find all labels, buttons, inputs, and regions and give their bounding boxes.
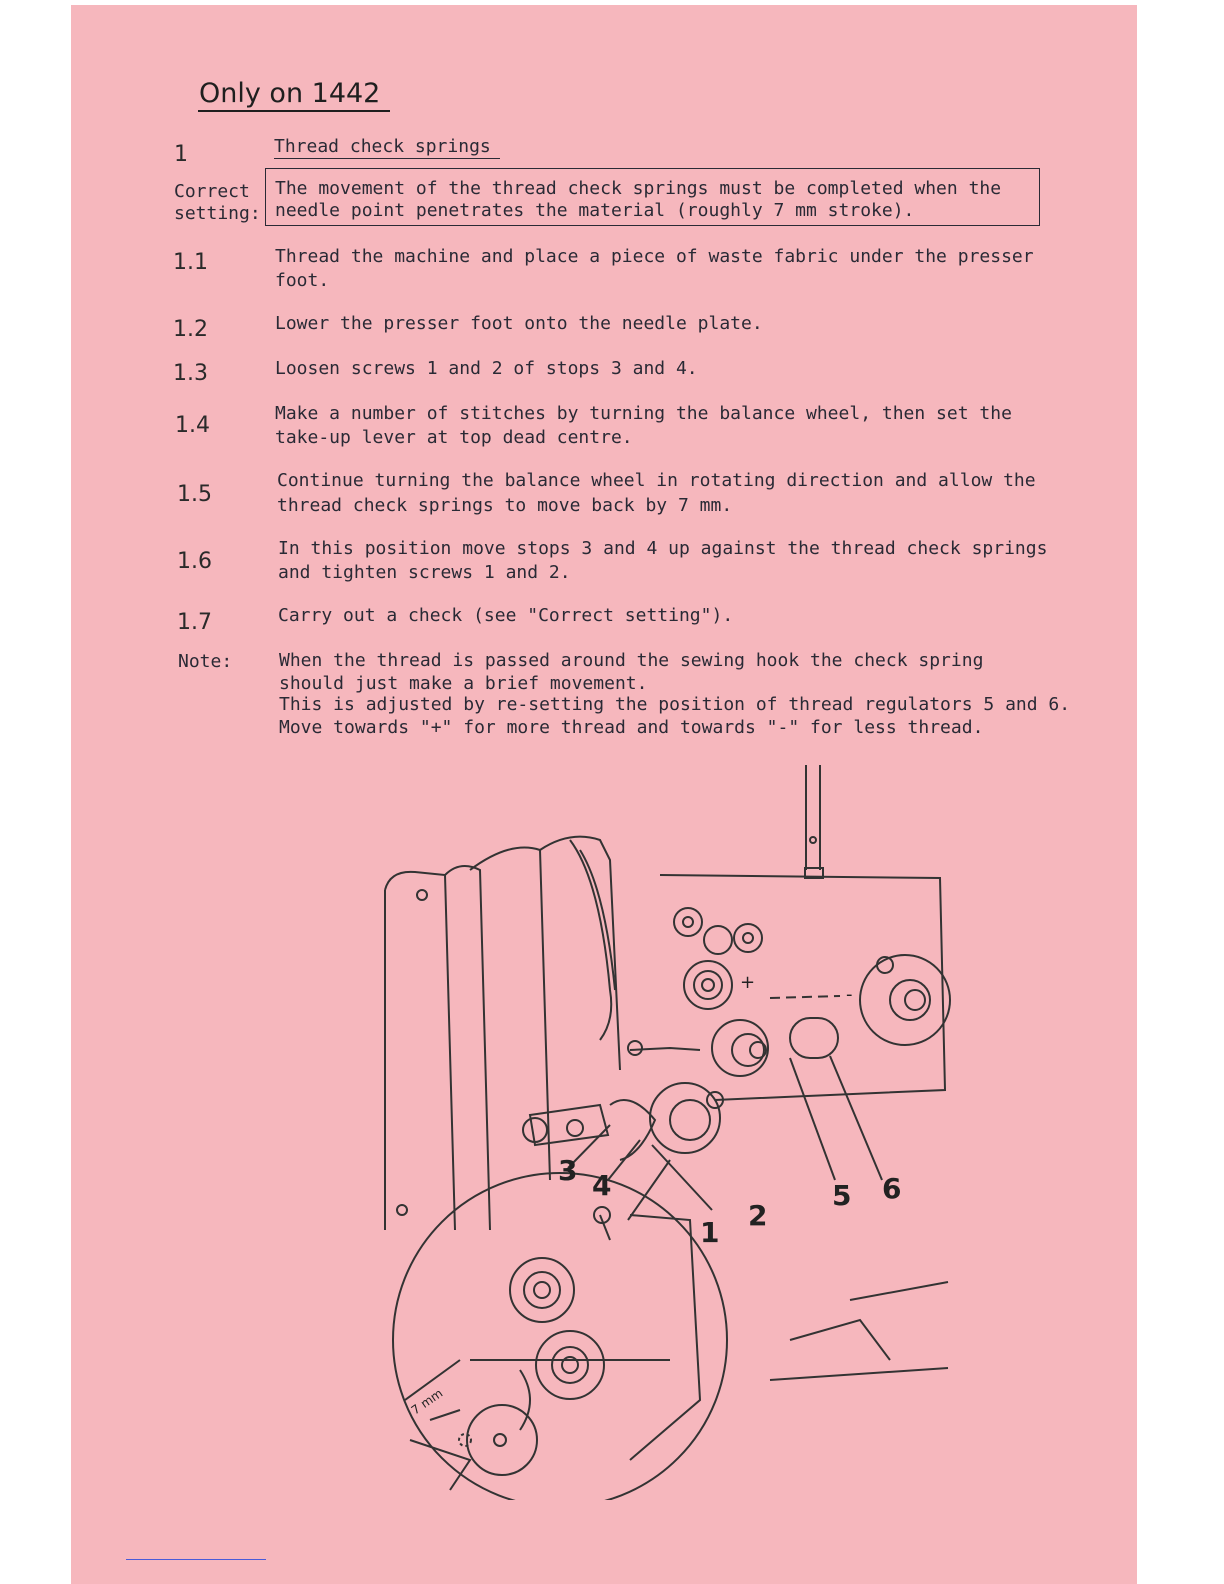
- sewing-machine-diagram: [370, 760, 970, 1500]
- callout-3: 3: [558, 1154, 578, 1187]
- step-number: 1.7: [177, 610, 212, 635]
- section-heading-underline: [274, 158, 500, 159]
- note-line: Move towards "+" for more thread and towards "-" for less thread.: [279, 717, 984, 738]
- section-number: 1: [174, 142, 188, 167]
- step-text: Carry out a check (see "Correct setting").: [278, 605, 734, 626]
- section-heading: Thread check springs: [274, 136, 491, 157]
- step-text: take-up lever at top dead centre.: [275, 427, 633, 448]
- callout-2: 2: [748, 1199, 768, 1232]
- step-text: In this position move stops 3 and 4 up against the thread check springs: [278, 538, 1048, 559]
- step-text: Make a number of stitches by turning the balance wheel, then set the: [275, 403, 1012, 424]
- step-number: 1.6: [177, 549, 212, 574]
- footer-link-line: [126, 1559, 266, 1560]
- correct-setting-text-1: The movement of the thread check springs must be completed when the: [275, 178, 1002, 199]
- minus-sign: -: [846, 984, 853, 1005]
- step-text: Loosen screws 1 and 2 of stops 3 and 4.: [275, 358, 698, 379]
- correct-setting-label-1: Correct: [174, 181, 250, 202]
- step-text: Continue turning the balance wheel in rotating direction and allow the: [277, 470, 1036, 491]
- step-text: thread check springs to move back by 7 mm.: [277, 495, 733, 516]
- inset-dimension-label: 7 mm: [408, 1386, 446, 1418]
- note-label: Note:: [178, 651, 233, 672]
- note-line: This is adjusted by re-setting the position of thread regulators 5 and 6.: [279, 694, 1071, 715]
- plus-sign: +: [740, 972, 756, 993]
- step-number: 1.2: [173, 317, 208, 342]
- callout-1: 1: [700, 1216, 720, 1249]
- callout-6: 6: [882, 1172, 902, 1205]
- note-line: When the thread is passed around the sewing hook the check spring: [279, 650, 984, 671]
- correct-setting-label-2: setting:: [174, 203, 261, 224]
- callout-5: 5: [832, 1179, 852, 1212]
- title-underline: [198, 110, 390, 112]
- page-title: Only on 1442: [199, 78, 381, 109]
- callout-4: 4: [592, 1169, 612, 1202]
- step-text: foot.: [275, 270, 330, 291]
- step-text: Lower the presser foot onto the needle plate.: [275, 313, 763, 334]
- step-text: Thread the machine and place a piece of waste fabric under the presser: [275, 246, 1034, 267]
- step-number: 1.4: [175, 413, 210, 438]
- step-number: 1.1: [173, 250, 208, 275]
- step-text: and tighten screws 1 and 2.: [278, 562, 571, 583]
- correct-setting-text-2: needle point penetrates the material (roughly 7 mm stroke).: [275, 200, 915, 221]
- note-line: should just make a brief movement.: [279, 673, 648, 694]
- step-number: 1.5: [177, 482, 212, 507]
- step-number: 1.3: [173, 361, 208, 386]
